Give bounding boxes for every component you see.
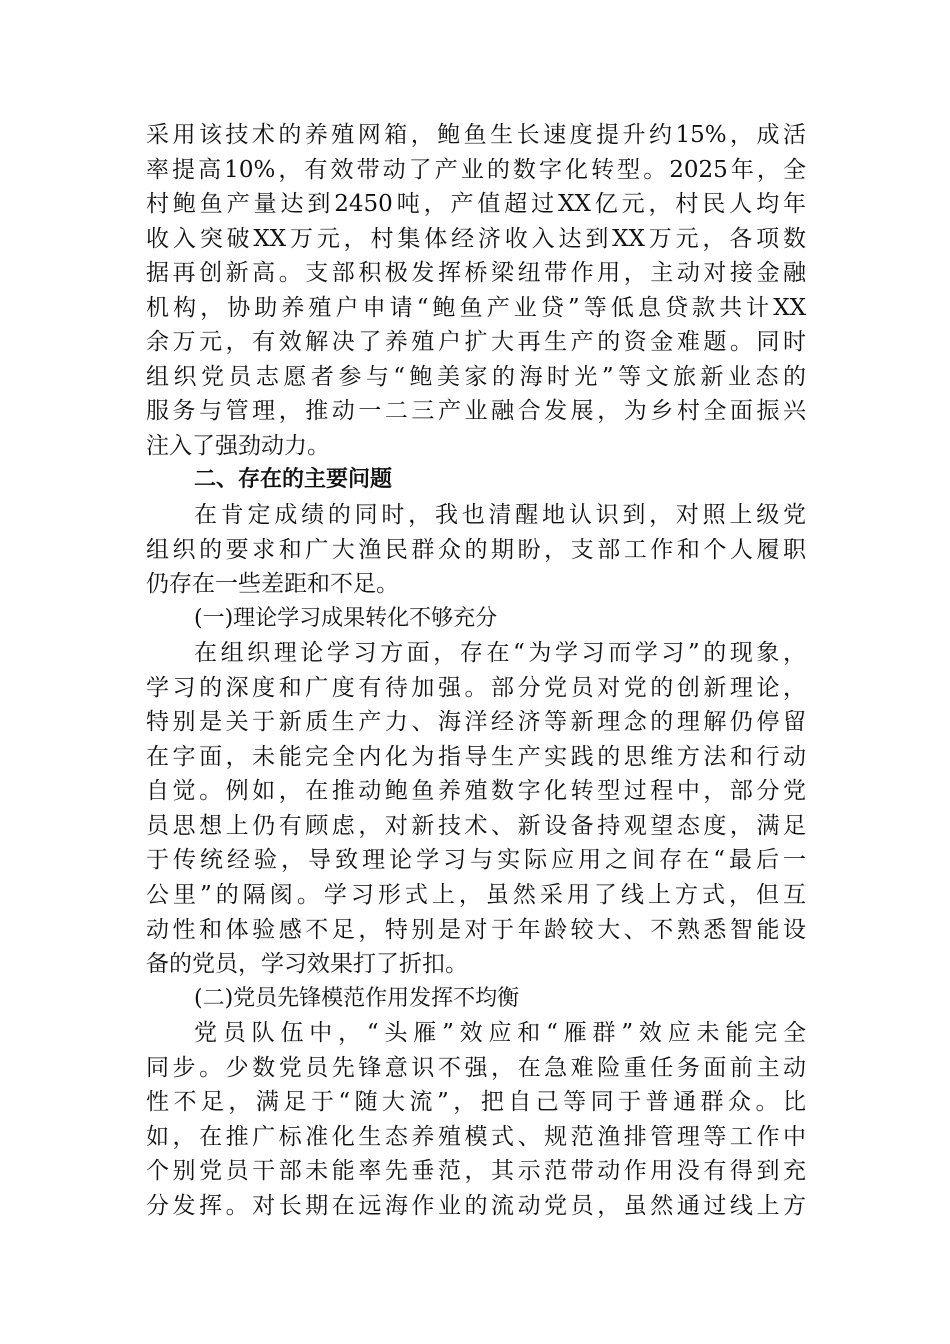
text-line: 机构，协助养殖户申请“鲍鱼产业贷”等低息贷款共计XX [146,294,806,321]
text-line: 组织党员志愿者参与“鲍美家的海时光”等文旅新业态的 [146,363,806,390]
text-line: 特别是关于新质生产力、海洋经济等新理念的理解仍停留 [146,709,806,736]
subsection-heading [146,602,806,637]
text-line: 如，在推广标准化生态养殖模式、规范渔排管理等工作中 [146,1123,806,1150]
text-line: 采用该技术的养殖网箱，鲍鱼生长速度提升约15%，成活 [146,122,806,148]
text-line: 员思想上仍有顾虑，对新技术、新设备持观望态度，满足 [146,812,806,839]
text-line: 余万元，有效解决了养殖户扩大再生产的资金难题。同时 [146,329,806,356]
text-line: 性不足，满足于“随大流”，把自己等同于普通群众。比 [146,1089,806,1116]
text-line: 自觉。例如，在推动鲍鱼养殖数字化转型过程中，部分党 [146,778,806,805]
paragraph [146,498,806,602]
subsection-heading [146,982,806,1017]
text-line: 率提高10%，有效带动了产业的数字化转型。2025年，全 [146,156,806,183]
text-line: 同步。少数党员先锋意识不强，在急难险重任务面前主动 [146,1054,806,1081]
text-line: 分发挥。对长期在远海作业的流动党员，虽然通过线上方 [146,1192,806,1219]
section-heading [146,463,806,498]
text-line: 组织的要求和广大渔民群众的期盼，支部工作和个人履职 [146,536,806,563]
paragraph [146,1016,806,1223]
paragraph [146,118,806,463]
text-line: 党员队伍中，“头雁”效应和“雁群”效应未能完全 [194,1020,806,1047]
text-line: 仍存在一些差距和不足。 [146,571,399,598]
text-line: 收入突破XX万元，村集体经济收入达到XX万元，各项数 [146,225,806,252]
text-line: 在组织理论学习方面，存在“为学习而学习”的现象， [194,640,806,667]
text-line: 注入了强劲动力。 [146,432,330,459]
text-line: 在肯定成绩的同时，我也清醒地认识到，对照上级党 [194,502,806,529]
text-line: 村鲍鱼产量达到2450吨，产值超过XX亿元，村民人均年 [146,191,806,218]
text-line: 二、存在的主要问题 [194,467,393,493]
text-line: 在字面，未能完全内化为指导生产实践的思维方法和行动 [146,743,806,770]
text-line: 备的党员，学习效果打了折扣。 [146,951,468,978]
text-line: 服务与管理，推动一二三产业融合发展，为乡村全面振兴 [146,398,806,425]
text-line: 个别党员干部未能率先垂范，其示范带动作用没有得到充 [146,1158,806,1185]
text-line: 动性和体验感不足，特别是对于年龄较大、不熟悉智能设 [146,916,806,943]
document-page [146,118,806,1224]
text-line: (二)党员先锋模范作用发挥不均衡 [194,985,520,1011]
text-line: (一)理论学习成果转化不够充分 [194,605,498,631]
text-line: 学习的深度和广度有待加强。部分党员对党的创新理论， [146,674,806,701]
text-line: 公里”的隔阂。学习形式上，虽然采用了线上方式，但互 [146,882,806,909]
paragraph [146,636,806,981]
text-line: 据再创新高。支部积极发挥桥梁纽带作用，主动对接金融 [146,260,806,287]
text-line: 于传统经验，导致理论学习与实际应用之间存在“最后一 [146,847,806,874]
